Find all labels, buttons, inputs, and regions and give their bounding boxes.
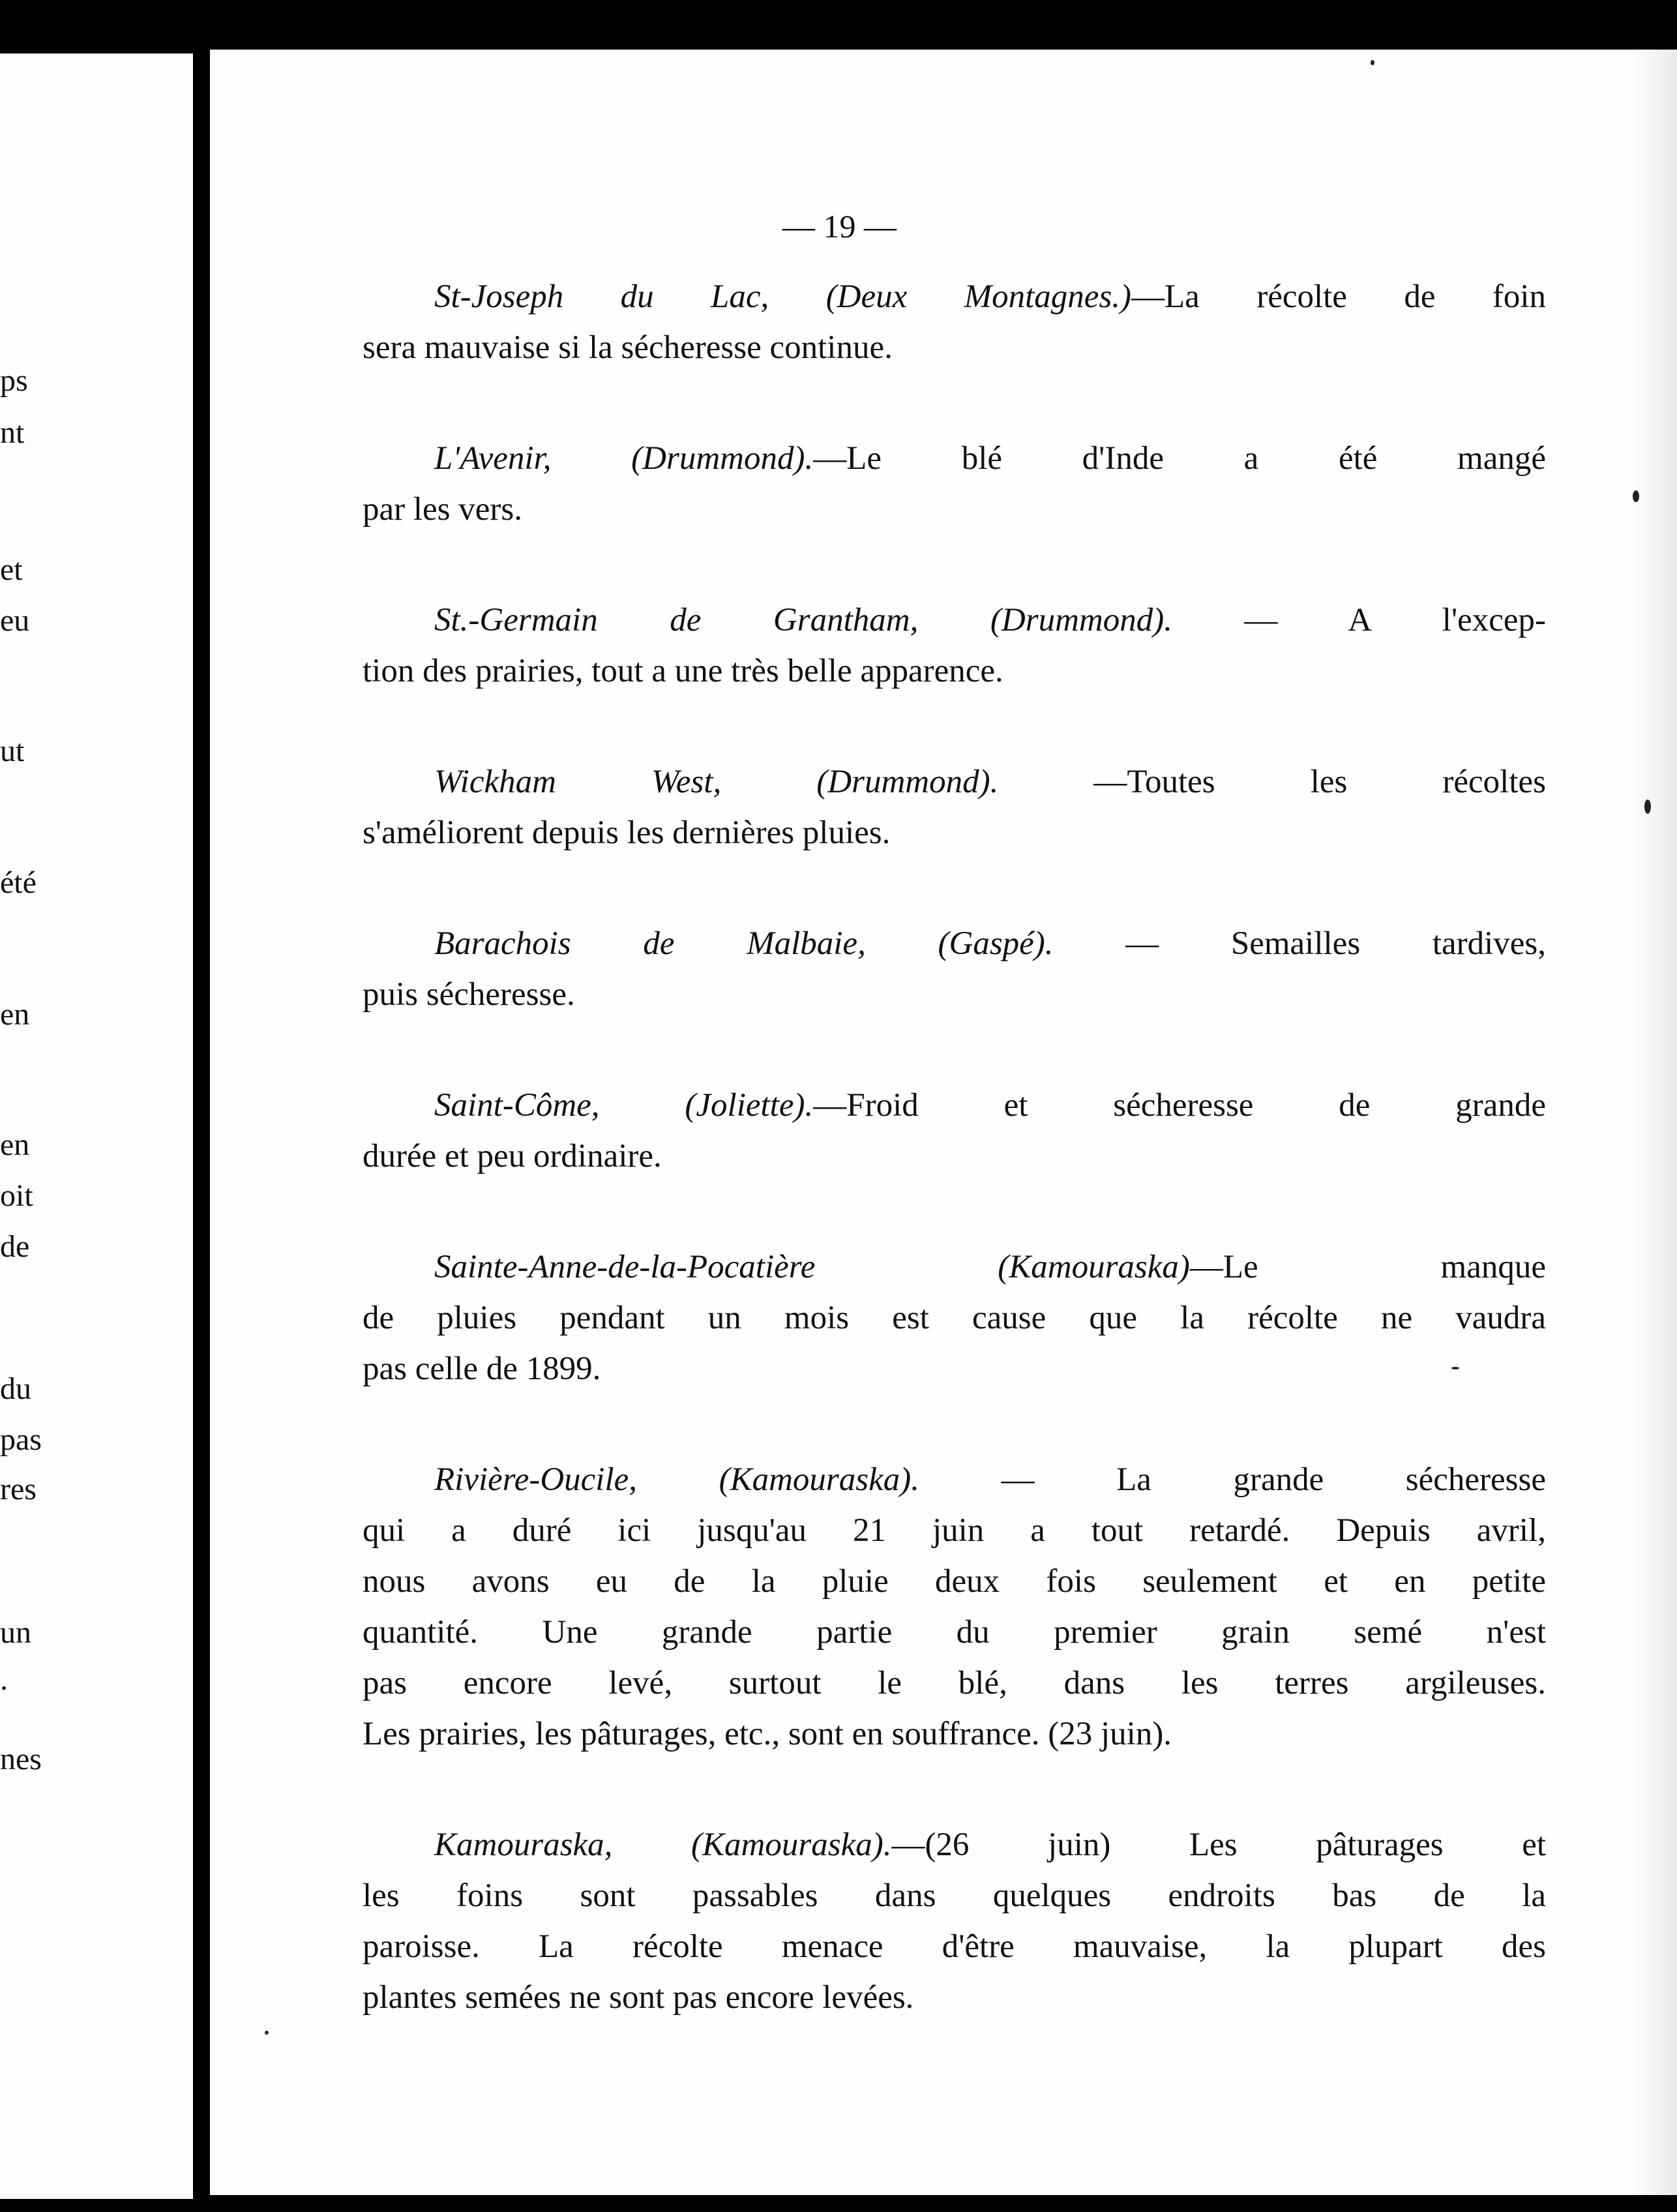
scan-speck	[1371, 60, 1374, 65]
report-entry	[363, 595, 1546, 696]
entry-line: puis sécheresse.	[363, 976, 575, 1013]
report-entry	[363, 756, 1546, 858]
left-fragment: .	[0, 1662, 8, 1697]
left-fragment: pas	[0, 1422, 42, 1457]
entry-text: —(26 juin) Les pâturages et	[891, 1827, 1547, 1863]
place-name: Barachois de Malbaie,	[434, 925, 866, 962]
left-page-margin	[0, 53, 193, 2199]
entry-text: —Froid et sécheresse de grande	[813, 1087, 1547, 1124]
entry-text: — La grande sécheresse	[1001, 1461, 1546, 1498]
entry-first-line	[363, 433, 1546, 484]
county-name: (Deux Montagnes.)	[825, 278, 1132, 315]
entry-first-line	[363, 1080, 1546, 1131]
place-name: L'Avenir,	[434, 440, 552, 477]
left-fragment: été	[0, 865, 37, 900]
entry-line: nous avons eu de la pluie deux fois seulement et en petite	[363, 1563, 1546, 1600]
entry-line: pas celle de 1899.	[363, 1351, 601, 1387]
scan-speck	[1451, 1367, 1459, 1369]
entry-text: —Le blé d'Inde a été mangé	[813, 440, 1546, 477]
left-fragment: du	[0, 1371, 31, 1406]
left-fragment: et	[0, 552, 23, 587]
county-name: (Gaspé).	[938, 925, 1054, 962]
left-fragment: eu	[0, 603, 30, 638]
left-fragment: nt	[0, 415, 25, 450]
right-page	[210, 50, 1677, 2195]
place-name: St.-Germain de Grantham,	[434, 602, 919, 638]
entry-line: de pluies pendant un mois est cause que la récolte ne vaudra	[363, 1300, 1546, 1336]
left-fragment: en	[0, 1128, 30, 1162]
entry-text: —La récolte de foin	[1131, 278, 1546, 315]
left-fragment: de	[0, 1229, 30, 1264]
entry-first-line	[363, 271, 1546, 322]
place-name: Rivière-Oucile,	[434, 1461, 638, 1498]
entry-line: durée et peu ordinaire.	[363, 1138, 662, 1174]
report-entry	[363, 1242, 1546, 1394]
entry-line: sera mauvaise si la sécheresse continue.	[363, 329, 893, 366]
page-number: — 19 —	[782, 208, 897, 245]
entry-line: par les vers.	[363, 491, 522, 528]
entry-text: —Le manque	[1189, 1249, 1546, 1285]
report-entry	[363, 271, 1546, 373]
place-name: St-Joseph du Lac,	[434, 278, 769, 315]
entry-first-line	[363, 1242, 1546, 1293]
entry-line: s'améliorent depuis les dernières pluies.	[363, 815, 891, 851]
report-entry	[363, 918, 1546, 1020]
place-name: Kamouraska,	[434, 1827, 613, 1863]
left-fragment: ps	[0, 363, 28, 398]
entry-first-line	[363, 1454, 1546, 1505]
entry-line: tion des prairies, tout a une très belle apparence.	[363, 653, 1003, 689]
entry-line: plantes semées ne sont pas encore levées.	[363, 1979, 914, 2016]
place-name: Saint-Côme,	[434, 1087, 600, 1124]
scan-speck	[1633, 490, 1639, 502]
entry-line: qui a duré ici jusqu'au 21 juin a tout retardé. Depuis avril,	[363, 1512, 1546, 1549]
page-edge-shadow	[1631, 50, 1677, 2195]
place-name: Sainte-Anne-de-la-Pocatière	[434, 1249, 816, 1285]
county-name: (Drummond).	[816, 764, 999, 800]
scan-speck	[265, 2031, 269, 2035]
county-name: (Drummond).	[631, 440, 814, 477]
entry-line: paroisse. La récolte menace d'être mauvaise, la plupart des	[363, 1928, 1546, 1965]
scan-speck	[1644, 800, 1651, 814]
entry-first-line	[363, 595, 1546, 646]
left-fragment: ut	[0, 734, 25, 768]
county-name: (Kamouraska).	[719, 1461, 919, 1498]
entry-text: — A l'excep-	[1244, 602, 1547, 638]
page-body	[363, 271, 1546, 2083]
county-name: (Kamouraska).	[691, 1827, 892, 1863]
entry-first-line	[363, 918, 1546, 969]
entry-first-line	[363, 756, 1546, 807]
county-name: (Drummond).	[990, 602, 1172, 638]
report-entry	[363, 1080, 1546, 1182]
entry-line: Les prairies, les pâturages, etc., sont en souffrance. (23 juin).	[363, 1716, 1172, 1752]
entry-line: quantité. Une grande partie du premier grain semé n'est	[363, 1614, 1546, 1651]
left-fragment: en	[0, 997, 30, 1032]
left-fragment: nes	[0, 1742, 42, 1776]
place-name: Wickham West,	[434, 764, 722, 800]
entry-text: —Toutes les récoltes	[1093, 764, 1547, 800]
report-entry	[363, 1454, 1546, 1759]
entry-text: — Semailles tardives,	[1125, 925, 1547, 962]
entry-line: pas encore levé, surtout le blé, dans les terres argileuses.	[363, 1665, 1546, 1701]
report-entry	[363, 1819, 1546, 2023]
county-name: (Kamouraska)	[998, 1249, 1190, 1285]
left-fragment: un	[0, 1615, 31, 1650]
report-entry	[363, 433, 1546, 535]
left-fragment: oit	[0, 1178, 33, 1213]
left-fragment: res	[0, 1472, 37, 1506]
entry-line: les foins sont passables dans quelques endroits bas de la	[363, 1877, 1546, 1914]
entry-first-line	[363, 1819, 1546, 1870]
county-name: (Joliette).	[685, 1087, 814, 1124]
